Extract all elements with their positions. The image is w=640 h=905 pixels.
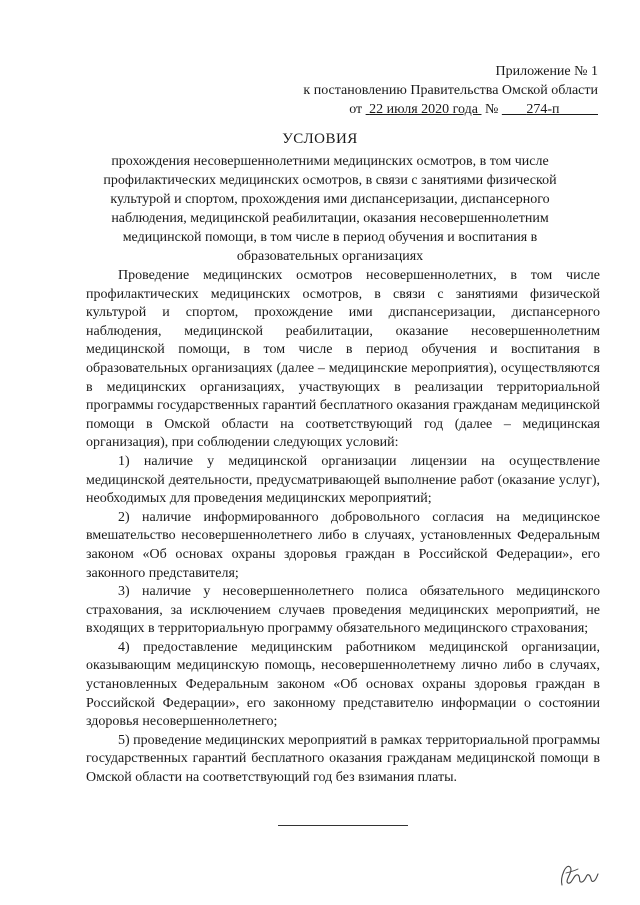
condition-4: 4) предоставление медицинским работником медицинской организации, оказывающим медицинскую помощь, несовершеннолетнему лично либо в случаях, установленных Федеральным законом «Об основах охраны здоровья граждан в Российской Федерации», его законному представителю информации о состоянии здоровья несовершеннолетнего; [86,639,600,730]
resolution-date: 22 июля 2020 года [369,102,478,117]
condition-3: 3) наличие у несовершеннолетнего полиса обязательного медицинского страхования, за исключением случаев проведения медицинских мероприятий, не входящих в территориальную программу обязательного медицинского страхования; [86,584,600,637]
document-body [86,267,600,788]
document-title: УСЛОВИЯ [282,131,358,147]
appendix-header [268,62,598,119]
document-subtitle: прохождения несовершеннолетними медицинских осмотров, в том числе профилактических медицинских осмотров, в связи с занятиями физической культурой и спортом, прохождения ими диспансеризации, диспансерного наблюдения, медицинской реабилитации, оказания несовершеннолетним медицинской помощи, в том числе в период обучения и воспитания в образовательных организациях [103,154,557,264]
date-prefix: от [349,102,363,117]
end-divider [278,825,408,826]
appendix-reference: к постановлению Правительства Омской области [303,83,598,98]
condition-2: 2) наличие информированного добровольного согласия на медицинское вмешательство несовершеннолетнего либо в случаях, установленных Федеральным законом «Об основах охраны здоровья граждан в Российской Федерации», его законного представителя; [86,509,600,581]
intro-paragraph: Проведение медицинских осмотров несовершеннолетних, в том числе профилактических медицинских осмотров, в связи с занятиями физической культурой и спортом, прохождение ими диспансеризации, диспансерного наблюдения, медицинской реабилитации, оказание несовершеннолетним медицинской помощи, в том числе в период обучения и воспитания в образовательных организациях (далее – медицинские мероприятия), осуществляются в медицинских организациях, участвующих в реализации территориальной программы государственных гарантий бесплатного оказания гражданам медицинской помощи в Омской области на соответствующий год (далее – медицинская организация), при соблюдении следующих условий: [86,268,600,451]
appendix-date-line [268,100,598,119]
resolution-number: 274-п [526,102,560,117]
handwritten-signature [556,855,600,891]
appendix-number: Приложение № 1 [495,64,598,79]
number-prefix: № [484,102,499,117]
condition-1: 1) наличие у медицинской организации лицензии на осуществление медицинской деятельности, предусматривающей выполнение работ (оказание услуг), необходимых для проведения медицинских мероприятий; [86,453,600,507]
condition-5: 5) проведение медицинских мероприятий в рамках территориальной программы государственных гарантий бесплатного оказания гражданам медицинской помощи в Омской области на соответствующий год без взимания платы. [86,732,600,786]
